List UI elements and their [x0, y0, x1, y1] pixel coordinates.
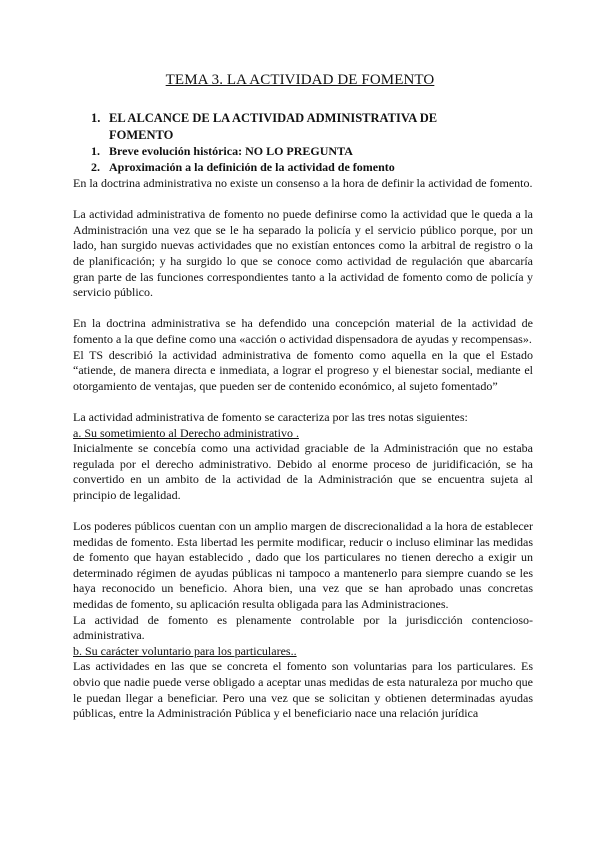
paragraph: Los poderes públicos cuentan con un amplio margen de discrecionalidad a la hora de establecer medidas de fomento. Esta libertad les permite modificar, reducir o incluso eliminar las medidas de fomento que hayan establecido , dado que los particulares no tienen derecho a exigir un determinado régimen de ayudas públicas ni tampoco a mantenerlo para siempre cuando se les haya reconocido un beneficio. Ahora bien, una vez que se han aprobado unas concretas medidas de fomento, su aplicación resulta obligada para las Administraciones.: [73, 519, 533, 612]
section-title: EL ALCANCE DE LA ACTIVIDAD ADMINISTRATIVA DE FOMENTO: [109, 111, 438, 142]
section-heading: [91, 110, 491, 144]
paragraph: En la doctrina administrativa se ha defendido una concepción material de la actividad de fomento a la que define como una «acción o actividad dispensadora de ayudas y recompensas».: [73, 316, 533, 346]
paragraph: La actividad administrativa de fomento se caracteriza por las tres notas siguientes:: [73, 409, 468, 424]
section-number: 1.: [91, 111, 101, 125]
subheading-b: b. Su carácter voluntario para los particulares..: [73, 643, 297, 658]
subsection-heading-2: [91, 160, 395, 175]
subsection-title: Breve evolución histórica: NO LO PREGUNTA: [109, 144, 353, 158]
paragraph: La actividad administrativa de fomento no puede definirse como la actividad que le queda a la Administración una vez que se le ha separado la policía y el servicio público porque, por un lado, han surgido nuevas actividades que no existían entonces como la arbitral de registro o la de planificación; y ha surgido lo que se conoce como actividad de regulación que abarcaría gran parte de las funciones correspondientes tanto a la actividad de fomento como de policía y servicio público.: [73, 207, 533, 300]
paragraph: En la doctrina administrativa no existe un consenso a la hora de definir la actividad de fomento.: [73, 176, 533, 190]
subheading-a: a. Su sometimiento al Derecho administrativo .: [73, 425, 299, 440]
subsection-number: 2.: [91, 160, 100, 174]
document-title: TEMA 3. LA ACTIVIDAD DE FOMENTO: [165, 72, 435, 88]
subsection-heading-1: [91, 144, 353, 159]
paragraph: El TS describió la actividad administrativa de fomento como aquella en la que el Estado “atiende, de manera directa e inmediata, a lograr el progreso y el bienestar social, mediante el otorgamiento de ventajas, que pueden ser de contenido económico, al sujeto fomentado”: [73, 347, 533, 393]
paragraph: Las actividades en las que se concreta el fomento son voluntarias para los particulares. Es obvio que nadie puede verse obligado a aceptar unas medidas de esta naturaleza por mucho que le puedan llegar a beneficiar. Pero una vez que se solicitan y obtienen determinadas ayudas públicas, entre la Administración Pública y el beneficiario nace una relación jurídica: [73, 659, 533, 721]
subsection-title: Aproximación a la definición de la actividad de fomento: [109, 160, 395, 174]
paragraph: Inicialmente se concebía como una actividad graciable de la Administración que no estaba regulada por el derecho administrativo. Debido al enorme proceso de juridificación, se ha convertido en un ambito de la actividad de la Administración que se encuentra sujeta al principio de legalidad.: [73, 441, 533, 502]
paragraph: La actividad de fomento es plenamente controlable por la jurisdicción contencioso-administrativa.: [73, 612, 533, 643]
subsection-number: 1.: [91, 144, 100, 158]
document-body: [73, 176, 533, 722]
